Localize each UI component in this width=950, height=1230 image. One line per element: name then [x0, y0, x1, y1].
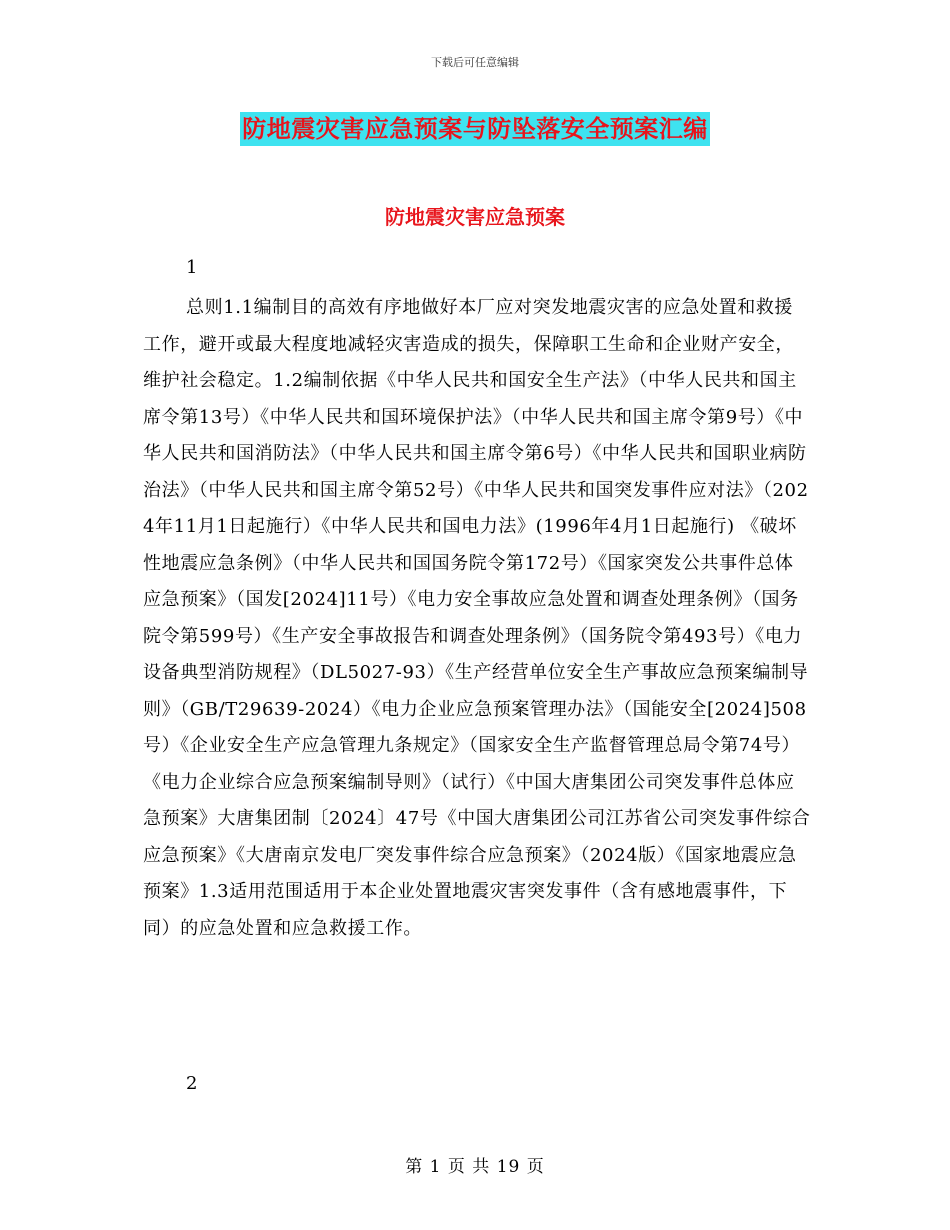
section-title: 防地震灾害应急预案 [385, 205, 565, 229]
page-header-note: 下载后可任意编辑 [431, 56, 519, 69]
body-paragraph: 总则1.1编制目的高效有序地做好本厂应对突发地震灾害的应急处置和救援工作，避开或最大程度地减轻灾害造成的损失，保障职工生命和企业财产安全，维护社会稳定。1.2编制依据《中华人民共和国安全生产法》（中华人民共和国主席令第13号）《中华人民共和国环境保护法》（中华人民共和国主席令第9号）《中华人民共和国消防法》（中华人民共和国主席令第6号）《中华人民共和国职业病防治法》（中华人民共和国主席令第52号）《中华人民共和国突发事件应对法》（2024年11月1日起施行）《中华人民共和国电力法》(1996年4月1日起施行) 《破坏性地震应急条例》（中华人民共和国国务院令第172号）《国家突发公共事件总体应急预案》（国发[2024]11号）《电力安全事故应急处置和调查处理条例》（国务院令第599号）《生产安全事故报告和调查处理条例》（国务院令第493号）《电力设备典型消防规程》（DL5027-93）《生产经营单位安全生产事故应急预案编制导则》（GB/T29639-2024）《电力企业应急预案管理办法》（国能安全[2024]508号）《企业安全生产应急管理九条规定》（国家安全生产监督管理总局令第74号）《电力企业综合应急预案编制导则》（试行）《中国大唐集团公司突发事件总体应急预案》大唐集团制〔2024〕47号《中国大唐集团公司江苏省公司突发事件综合应急预案》《大唐南京发电厂突发事件综合应急预案》（2024版）《国家地震应急预案》1.3适用范围适用于本企业处置地震灾害突发事件（含有感地震事件，下同）的应急处置和应急救援工作。 [143, 297, 811, 939]
main-title-container [0, 112, 950, 146]
main-title: 防地震灾害应急预案与防坠落安全预案汇编 [240, 112, 710, 146]
section-number-2: 2 [186, 1073, 198, 1094]
section-number-1: 1 [186, 257, 198, 278]
page-footer: 第 1 页 共 19 页 [405, 1157, 545, 1177]
